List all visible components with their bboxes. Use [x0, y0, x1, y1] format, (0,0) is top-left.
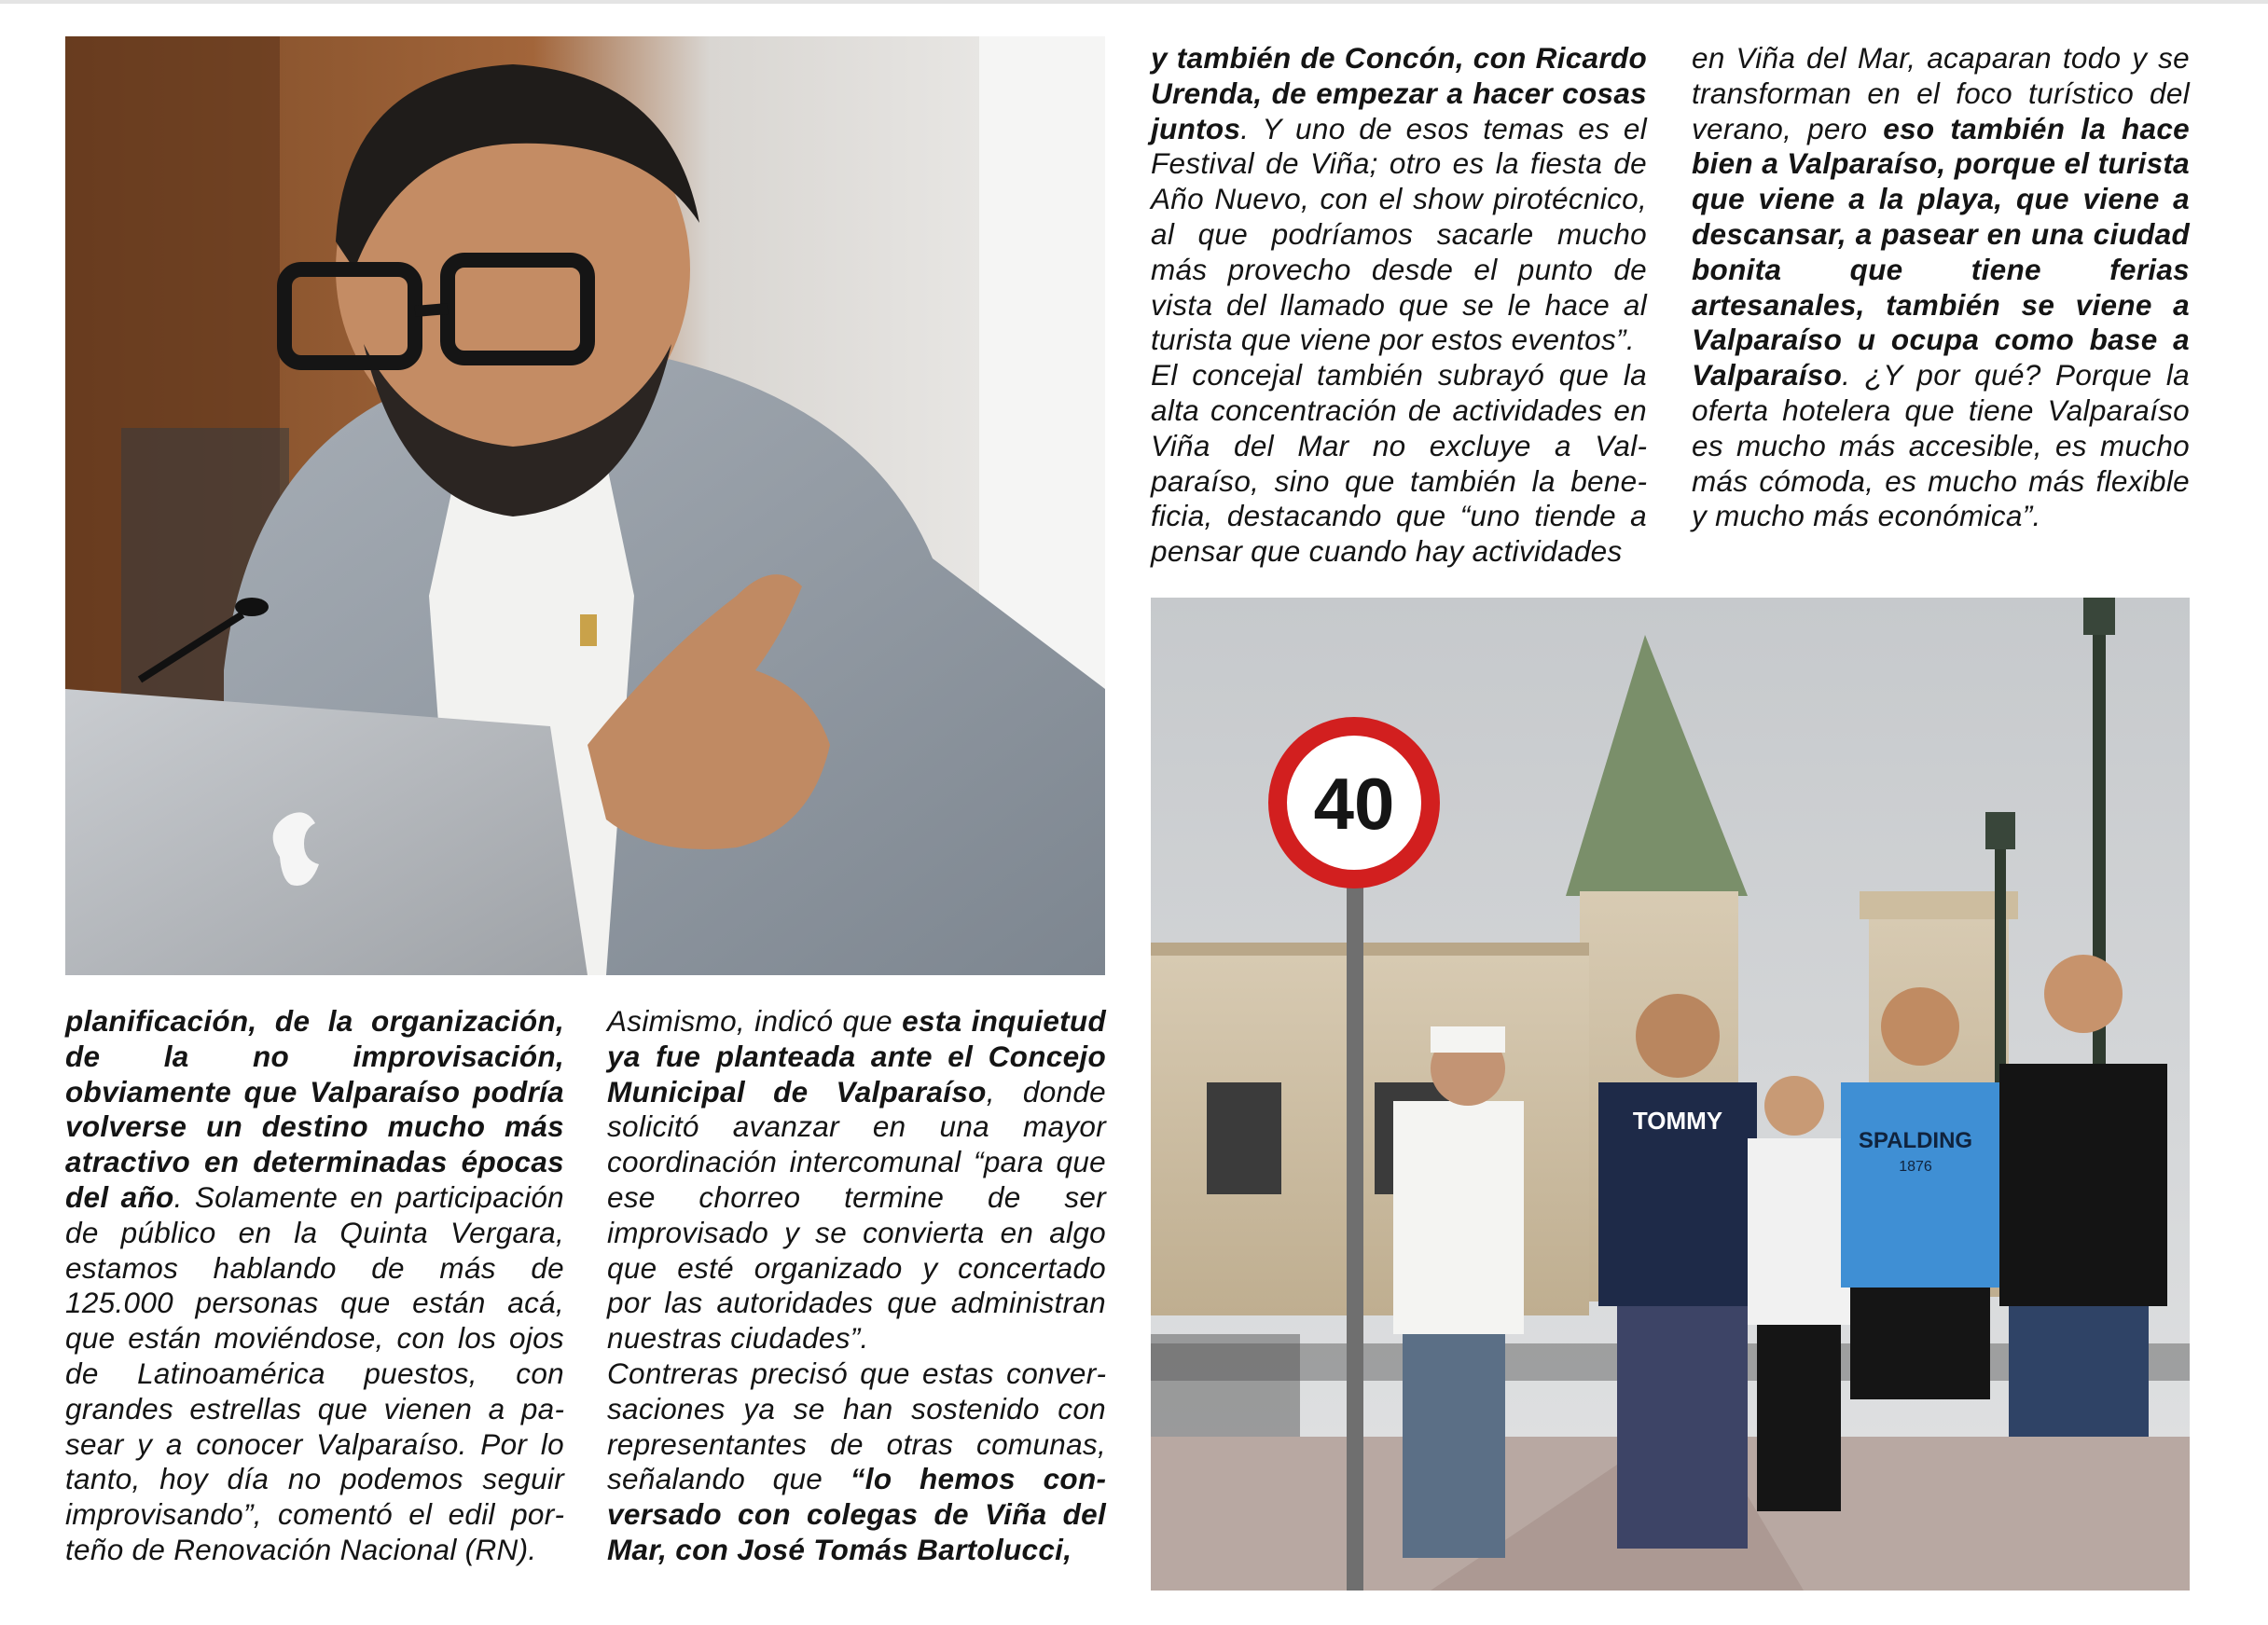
- photo-councilman: [65, 36, 1105, 975]
- text-run: . Y uno de esos temas es el Festival de Viña; otro es la fiesta de Año Nuevo, con el show pirotécnico, al que podríamos sacarle mucho más provecho desde el punto de vista del llamado que se le hace al turista que viene por estos eventos”.: [1151, 111, 1647, 357]
- text-run: . ¿Y por qué? Porque la oferta hotelera que tiene Valparaíso es mucho más accesible, es mucho más cómoda, es mucho más flexible y mucho más económica”.: [1692, 358, 2190, 533]
- paragraph: [1692, 41, 2190, 534]
- shirt-logo-tommy: TOMMY: [1632, 1107, 1723, 1135]
- paragraph: [607, 1356, 1106, 1568]
- text-run: , donde solicitó avanzar en una mayor coordinación intercomunal “para que ese chorreo termine de ser improvisado y se convierta en algo que esté organizado y concertado por las autoridades que administran nuestras ciudades”.: [607, 1074, 1106, 1356]
- bold-run: eso también la hace bien a Valparaíso, porque el turista que viene a la playa, que viene a descansar, a pasear en una ciudad bonita que tiene ferias artesanales, también se viene a Valparaíso u ocupa como base a Valparaíso: [1692, 111, 2190, 392]
- photo-group-walking-illustration: [1151, 598, 2190, 1591]
- speed-sign-number: 40: [1313, 763, 1395, 845]
- photo-councilman-illustration: [65, 36, 1105, 975]
- shirt-logo-spalding: SPALDING: [1858, 1128, 1973, 1153]
- paragraph: [607, 1004, 1106, 1356]
- bold-run: planificación, de la organización, de la no improvisación, obviamente que Valparaíso podría volverse un destino mucho más atractivo en determinadas épocas del año: [65, 1004, 564, 1214]
- top-rule: [0, 0, 2268, 4]
- paragraph: [65, 1004, 564, 1568]
- article-column-1: [65, 1004, 564, 1568]
- article-column-3: [1151, 41, 1647, 570]
- text-run: en Viña del Mar, acaparan todo y se transforman en el foco turístico del verano, pero: [1692, 41, 2190, 145]
- bold-run: “lo hemos conversado con colegas de Viña del Mar, con José Tomás Bartolucci,: [607, 1462, 1106, 1566]
- article-column-4: [1692, 41, 2190, 534]
- text-run: Asimismo, indicó que: [607, 1004, 903, 1038]
- text-run: Contreras precisó que estas conversaciones ya se han sostenido con representantes de otras comunas, señalando que: [607, 1356, 1106, 1496]
- bold-run: esta inquietud ya fue planteada ante el Concejo Municipal de Valparaíso: [607, 1004, 1107, 1109]
- bold-run: y también de Concón, con Ricardo Urenda, de empezar a hacer cosas juntos: [1151, 41, 1647, 145]
- paragraph: [1151, 41, 1647, 358]
- article-column-2: [607, 1004, 1106, 1568]
- text-run: El concejal también subrayó que la alta concentración de actividades en Viña del Mar no excluye a Valparaíso, sino que también la beneficia, destacando que “uno tiende a pensar que cuando hay actividades: [1151, 358, 1647, 569]
- photo-group-walking: [1151, 598, 2190, 1591]
- text-run: . Solamente en participación de público en la Quinta Vergara, estamos hablando de más de 125.000 personas que están acá, que están moviéndose, con los ojos de Latinoamérica puestos, con grandes estrellas que vienen a pasear y a conocer Valparaíso. Por lo tanto, hoy día no podemos seguir improvisando”, comentó el edil porteño de Renovación Nacional (RN).: [65, 1179, 565, 1566]
- shirt-logo-spalding-year: 1876: [1899, 1159, 1932, 1175]
- paragraph: [1151, 358, 1647, 570]
